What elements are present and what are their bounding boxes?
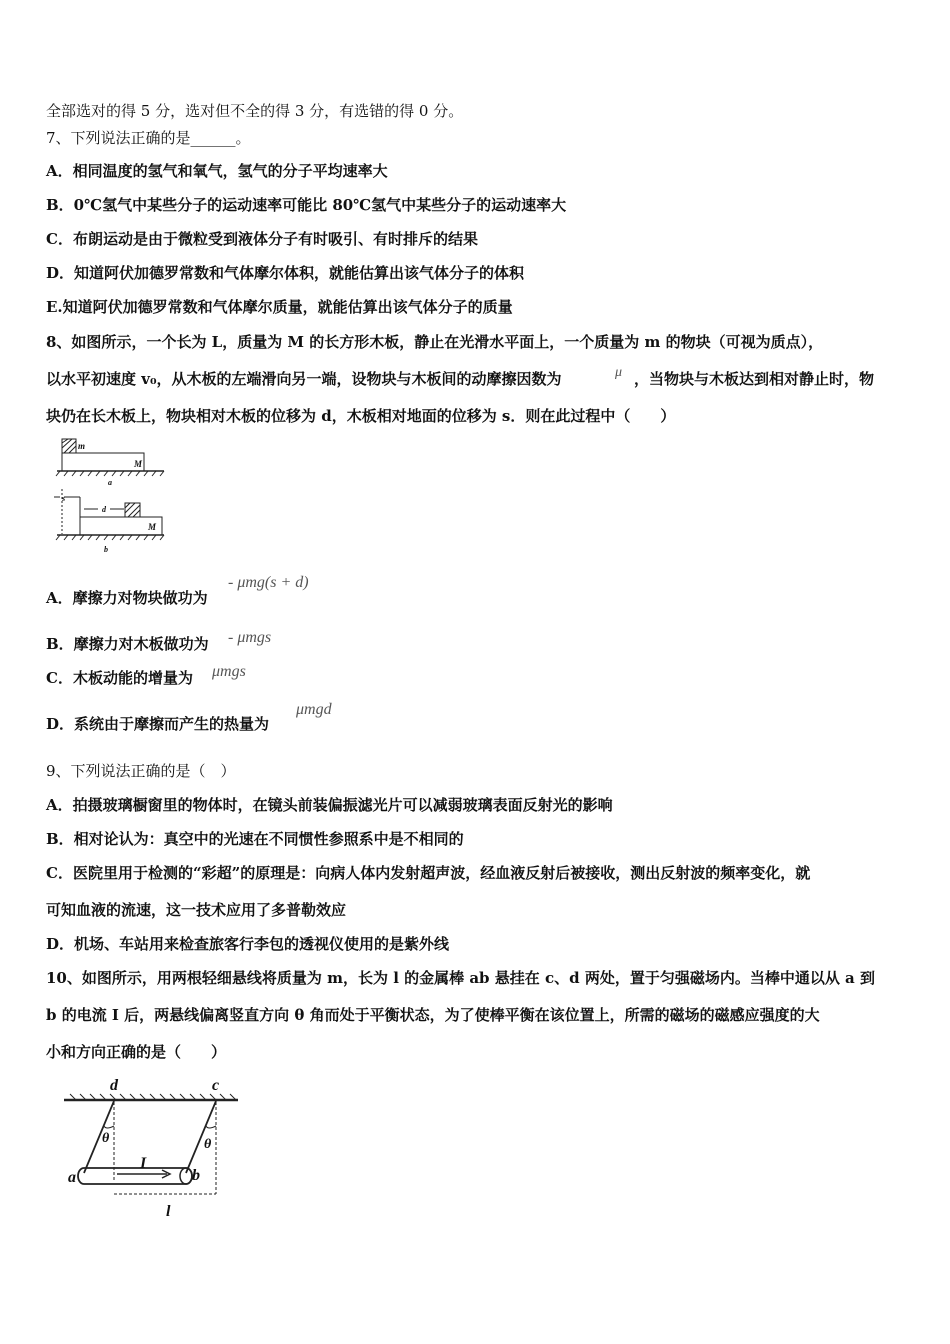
label-current-I: I bbox=[140, 1155, 147, 1172]
formula-c: μmgs bbox=[212, 663, 246, 680]
label-a: a bbox=[108, 478, 112, 487]
formula-d: μmgd bbox=[296, 701, 332, 718]
formula-a: - μmg(s + d) bbox=[228, 574, 309, 591]
question-10-figure bbox=[62, 1076, 252, 1222]
question-9-option-c-line1: C．医院里用于检测的“彩超”的原理是：向病人体内发射超声波，经血液反射后被接收，测出反射波的频率变化，就 bbox=[46, 864, 811, 882]
label-length-l: l bbox=[166, 1203, 171, 1220]
question-8-option-d: D．系统由于摩擦而产生的热量为 bbox=[46, 715, 270, 733]
question-8-option-b: B．摩擦力对木板做功为 bbox=[46, 635, 209, 653]
question-7-option-c: C．布朗运动是由于微粒受到液体分子有时吸引、有时排斥的结果 bbox=[46, 230, 478, 248]
label-end-b: b bbox=[192, 1167, 200, 1184]
question-8-option-c: C．木板动能的增量为 bbox=[46, 669, 193, 687]
question-9-option-d: D．机场、车站用来检查旅客行李包的透视仪使用的是紫外线 bbox=[46, 935, 450, 953]
question-7-option-d: D．知道阿伏加德罗常数和气体摩尔体积，就能估算出该气体分子的体积 bbox=[46, 264, 525, 282]
label-theta-left: θ bbox=[102, 1131, 110, 1146]
scoring-note: 全部选对的得 5 分，选对但不全的得 3 分，有选错的得 0 分。 bbox=[46, 102, 464, 120]
question-9-option-a: A．拍摄玻璃橱窗里的物体时，在镜头前装偏振滤光片可以减弱玻璃表面反射光的影响 bbox=[46, 796, 613, 814]
thread-d bbox=[84, 1101, 114, 1173]
question-8-stem-line2b: ，当物块与木板达到相对静止时，物 bbox=[634, 370, 875, 388]
label-end-a: a bbox=[68, 1169, 76, 1186]
question-8-figure bbox=[52, 434, 174, 556]
question-7-option-a: A．相同温度的氢气和氧气，氢气的分子平均速率大 bbox=[46, 162, 388, 180]
question-10-stem-line3: 小和方向正确的是（ ） bbox=[46, 1043, 227, 1061]
label-s: s bbox=[62, 494, 66, 503]
label-M-top: M bbox=[134, 459, 143, 469]
label-M-bottom: M bbox=[148, 522, 157, 532]
label-theta-right: θ bbox=[204, 1137, 212, 1152]
question-8-stem-line3: 块仍在长木板上，物块相对木板的位移为 d，木板相对地面的位移为 s．则在此过程中（ ） bbox=[46, 407, 676, 425]
question-8-option-a: A．摩擦力对物块做功为 bbox=[46, 589, 208, 607]
question-9-option-b: B．相对论认为：真空中的光速在不同惯性参照系中是不相同的 bbox=[46, 830, 464, 848]
question-9-option-c-line2: 可知血液的流速，这一技术应用了多普勒效应 bbox=[46, 901, 347, 919]
label-d: d bbox=[102, 505, 106, 514]
question-9-stem: 9、下列说法正确的是（ ） bbox=[46, 762, 236, 780]
question-8-stem-line1: 8、如图所示，一个长为 L，质量为 M 的长方形木板，静止在光滑水平面上，一个质量为 m 的物块（可视为质点）， bbox=[46, 333, 824, 351]
board-M-top bbox=[62, 453, 144, 471]
question-8-stem-line2a: 以水平初速度 v₀，从木板的左端滑向另一端，设物块与木板间的动摩擦因数为 bbox=[46, 370, 562, 388]
label-point-d: d bbox=[110, 1077, 118, 1094]
question-10-stem-line1: 10、如图所示，用两根轻细悬线将质量为 m，长为 l 的金属棒 ab 悬挂在 c、d 两处，置于匀强磁场内。当棒中通以从 a 到 bbox=[46, 969, 875, 987]
question-7-stem: 7、下列说法正确的是______。 bbox=[46, 129, 251, 147]
question-10-stem-line2: b 的电流 I 后，两悬线偏离竖直方向 θ 角而处于平衡状态，为了使棒平衡在该位置上，所需的磁场的磁感应强度的大 bbox=[46, 1006, 820, 1024]
label-m: m bbox=[78, 441, 86, 451]
question-7-option-b: B．0℃氢气中某些分子的运动速率可能比 80℃氢气中某些分子的运动速率大 bbox=[46, 196, 567, 214]
question-7-option-e: E.知道阿伏加德罗常数和气体摩尔质量，就能估算出该气体分子的质量 bbox=[46, 298, 513, 316]
mu-symbol: μ bbox=[615, 365, 623, 380]
metal-rod-ab bbox=[78, 1168, 192, 1184]
label-point-c: c bbox=[212, 1077, 220, 1094]
thread-c bbox=[186, 1101, 216, 1173]
label-b: b bbox=[104, 545, 108, 554]
formula-b: - μmgs bbox=[228, 629, 272, 646]
